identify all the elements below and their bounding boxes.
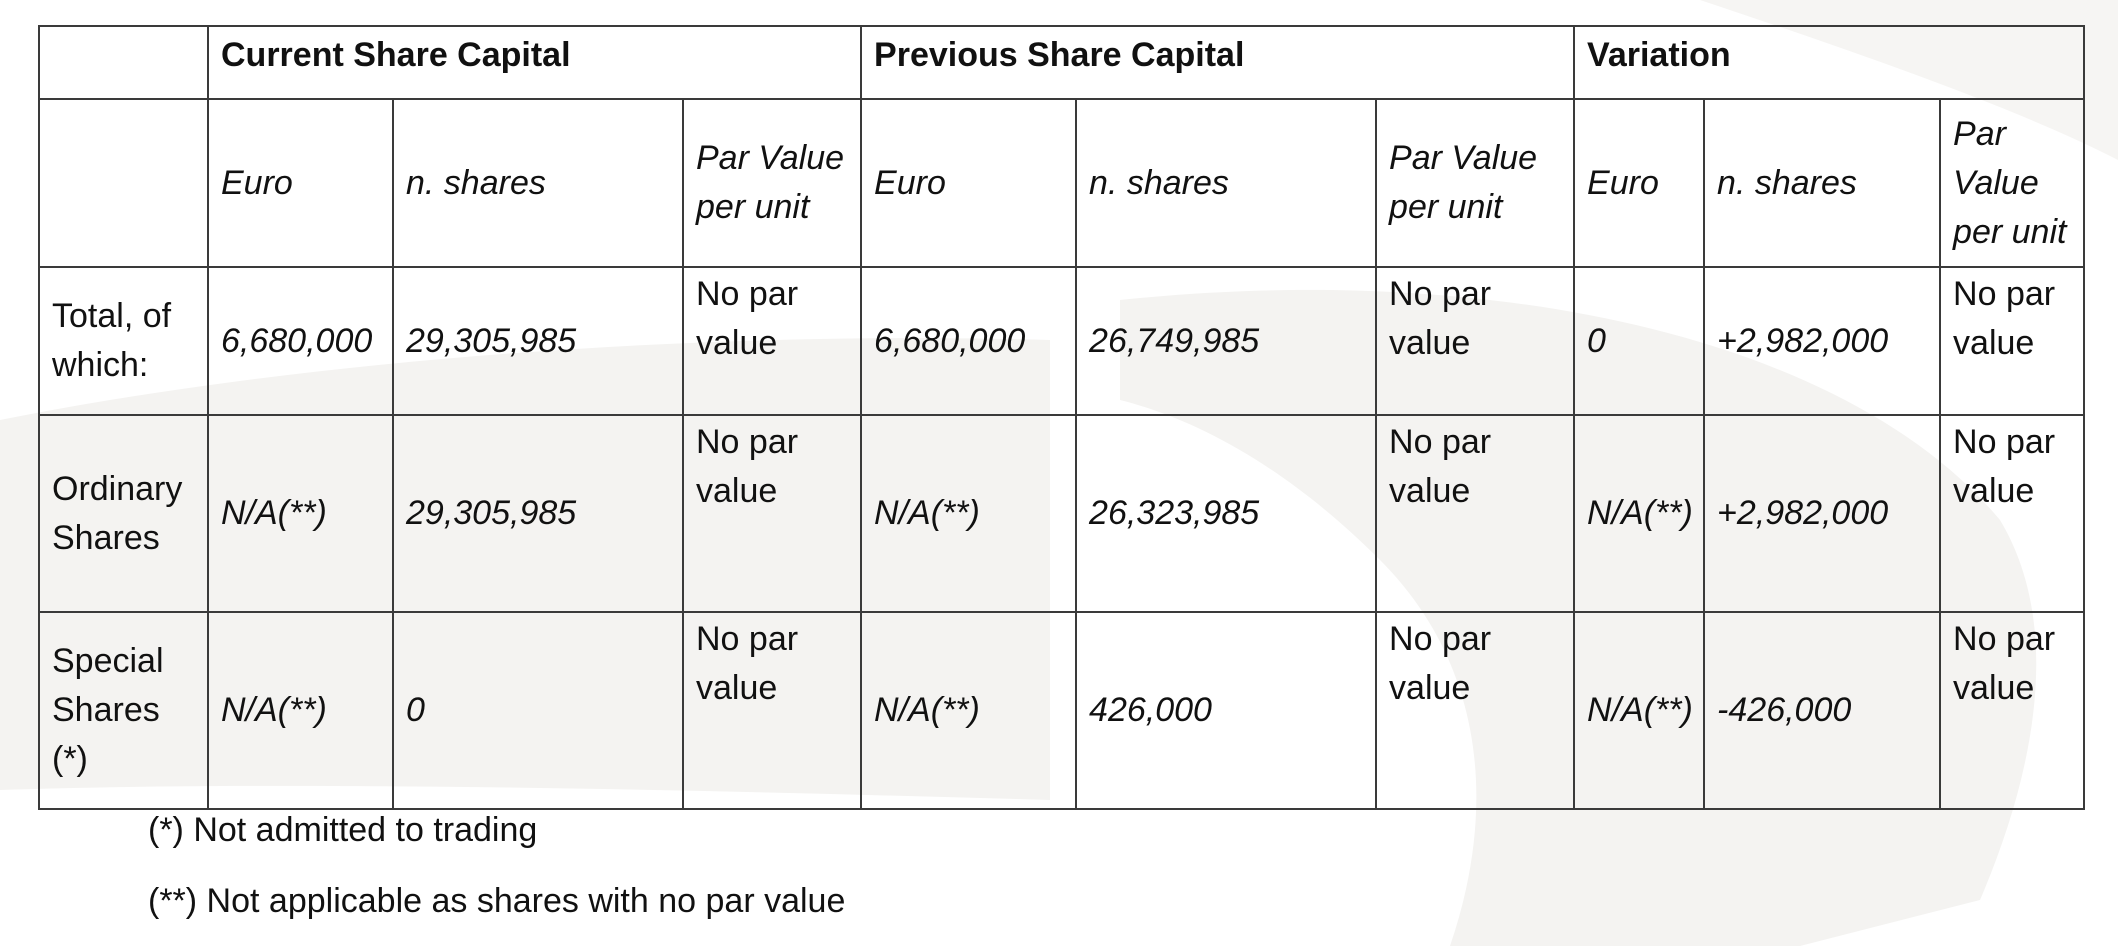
cell-variation-par-value: No par value — [1940, 612, 2084, 809]
group-header-row — [39, 26, 2084, 99]
cell-previous-par-value: No par value — [1376, 612, 1574, 809]
row-label: Special Shares (*) — [39, 612, 208, 809]
footnote-not-applicable: (**) Not applicable as shares with no par value — [148, 882, 846, 920]
subheader-euro: Euro — [1574, 99, 1704, 267]
subheader-par-value: Par Value per unit — [683, 99, 861, 267]
group-header-variation: Variation — [1574, 26, 2084, 99]
cell-variation-shares: +2,982,000 — [1704, 415, 1940, 612]
cell-variation-par-value: No par value — [1940, 267, 2084, 415]
cell-current-par-value: No par value — [683, 267, 861, 415]
subheader-par-value: Par Value per unit — [1940, 99, 2084, 267]
cell-current-shares: 29,305,985 — [393, 267, 683, 415]
cell-current-shares: 29,305,985 — [393, 415, 683, 612]
table-row-ordinary — [39, 415, 2084, 612]
cell-current-euro: 6,680,000 — [208, 267, 393, 415]
subheader-n-shares: n. shares — [1704, 99, 1940, 267]
cell-variation-euro: 0 — [1574, 267, 1704, 415]
subheader-par-value: Par Value per unit — [1376, 99, 1574, 267]
cell-previous-shares: 26,323,985 — [1076, 415, 1376, 612]
cell-current-shares: 0 — [393, 612, 683, 809]
cell-previous-euro: N/A(**) — [861, 415, 1076, 612]
cell-previous-euro: N/A(**) — [861, 612, 1076, 809]
row-label: Total, of which: — [39, 267, 208, 415]
share-capital-table-wrapper — [38, 25, 2085, 810]
cell-current-par-value: No par value — [683, 415, 861, 612]
corner-cell — [39, 99, 208, 267]
group-header-previous: Previous Share Capital — [861, 26, 1574, 99]
subheader-n-shares: n. shares — [393, 99, 683, 267]
group-header-current: Current Share Capital — [208, 26, 861, 99]
cell-previous-shares: 426,000 — [1076, 612, 1376, 809]
table-row-total — [39, 267, 2084, 415]
cell-variation-par-value: No par value — [1940, 415, 2084, 612]
cell-previous-shares: 26,749,985 — [1076, 267, 1376, 415]
cell-current-par-value: No par value — [683, 612, 861, 809]
cell-variation-euro: N/A(**) — [1574, 415, 1704, 612]
cell-variation-shares: -426,000 — [1704, 612, 1940, 809]
cell-previous-par-value: No par value — [1376, 267, 1574, 415]
subheader-euro: Euro — [208, 99, 393, 267]
cell-previous-par-value: No par value — [1376, 415, 1574, 612]
row-label: Ordinary Shares — [39, 415, 208, 612]
cell-variation-shares: +2,982,000 — [1704, 267, 1940, 415]
subheader-n-shares: n. shares — [1076, 99, 1376, 267]
cell-variation-euro: N/A(**) — [1574, 612, 1704, 809]
subheader-euro: Euro — [861, 99, 1076, 267]
corner-cell — [39, 26, 208, 99]
cell-current-euro: N/A(**) — [208, 612, 393, 809]
share-capital-table — [38, 25, 2085, 810]
footnotes — [148, 810, 845, 921]
cell-previous-euro: 6,680,000 — [861, 267, 1076, 415]
cell-current-euro: N/A(**) — [208, 415, 393, 612]
subheader-row — [39, 99, 2084, 267]
footnote-not-admitted: (*) Not admitted to trading — [148, 811, 538, 849]
table-row-special — [39, 612, 2084, 809]
